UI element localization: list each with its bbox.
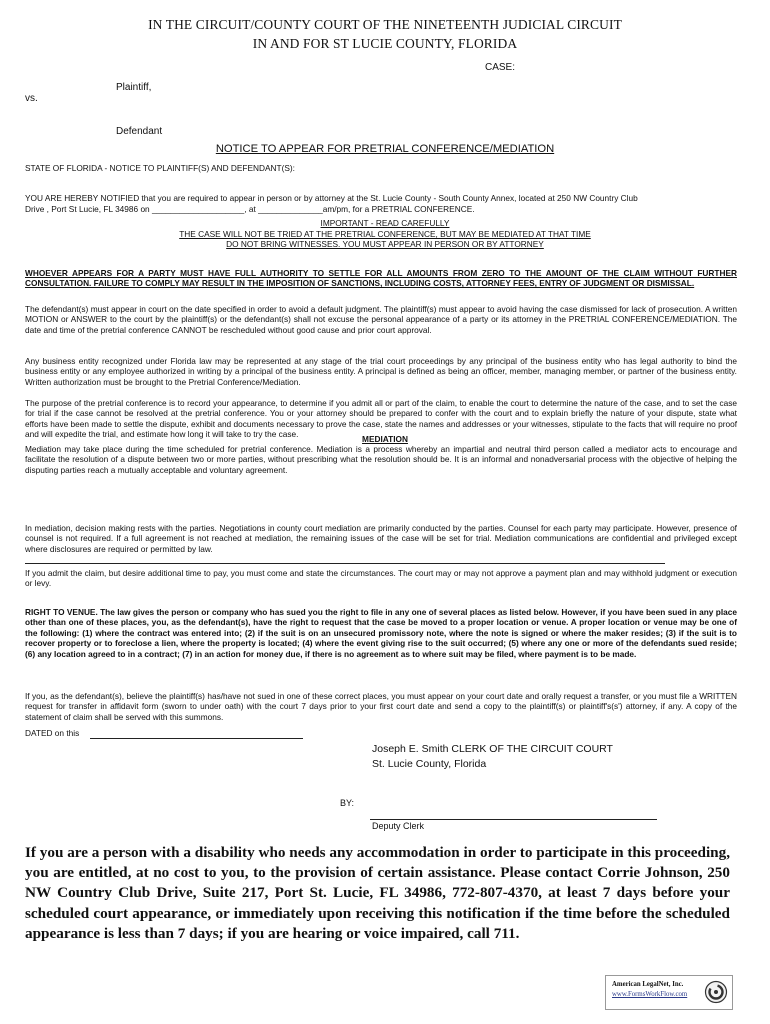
by-label: BY: [340,798,355,808]
decision-paragraph: In mediation, decision making rests with the parties. Negotiations in county court mediation are primarily conducted by the parties. Counsel for each party may participate. However, presence of counsel is not required. If a full agreement is not reached at mediation, the remaining issues of the case will be set for trial. Mediation communications are confidential and privileged except where disclosures are required or permitted by law. [25,523,737,554]
authority-paragraph: The defendant(s) must appear in court on the date specified in order to avoid a default judgment. The plaintiff(s) must appear to avoid having the case dismissed for lack of prosecution. A written MOTION or ANSWER to the court by the plaintiff(s) or the defendant(s) shall not excuse the personal appearance of a party or its attorney in the PRETRIAL CONFERENCE/MEDIATION. The date and time of the pretrial conference CANNOT be rescheduled without good cause and prior court approval. [25,304,737,335]
defendant-label: Defendant [116,126,163,137]
plaintiff-label: Plaintiff, [116,82,152,93]
clerk-name: Joseph E. Smith CLERK OF THE CIRCUIT COURT [372,743,613,755]
notice-title: NOTICE TO APPEAR FOR PRETRIAL CONFERENCE/MEDIATION [215,143,555,155]
mediation-heading: MEDIATION [362,434,408,444]
court-title-line1: IN THE CIRCUIT/COUNTY COURT OF THE NINETEENTH JUDICIAL CIRCUIT [148,17,622,32]
important-heading: IMPORTANT - READ CAREFULLY [320,218,450,228]
case-label: CASE: [485,62,516,73]
vs-label: vs. [25,93,38,104]
dated-blank-line[interactable] [90,738,303,739]
important-no-witnesses: DO NOT BRING WITNESSES. YOU MUST APPEAR IN PERSON OR BY ATTORNEY [226,239,544,249]
legalnet-logo-icon [704,980,728,1004]
deputy-clerk-label: Deputy Clerk [372,821,425,831]
state-line: STATE OF FLORIDA - NOTICE TO PLAINTIFF(S) AND DEFENDANT(S): [25,163,295,173]
notified-line-1: YOU ARE HEREBY NOTIFIED that you are required to appear in person or by attorney at the St. Lucie County - South County Annex, located at 250 NW Country Club [25,193,638,203]
clerk-county: St. Lucie County, Florida [372,758,487,770]
dated-label: DATED on this [25,728,80,738]
notified-line-2: Drive , Port St Lucie, FL 34986 on ____________________, at ______________am/pm, for a PRETRIAL CONFERENCE. [25,203,475,214]
important-not-tried: THE CASE WILL NOT BE TRIED AT THE PRETRIAL CONFERENCE, BUT MAY BE MEDIATED AT THAT TIME [179,229,591,239]
footer-website[interactable]: www.FormsWorkFlow.com [612,991,688,998]
ada-notice: If you are a person with a disability who needs any accommodation in order to participate in this proceeding, you are entitled, at no cost to you, to the provision of certain assistance. Please contact Corrie Johnson, 250 NW Country Club Drive, Suite 217, Port St. Lucie, FL 34986, 772-807-4370, at least 7 days before your scheduled court appearance, or immediately upon receiving this notification if the time before the scheduled appearance is less than 7 days; if you are hearing or voice impaired, call 711. [25,844,730,942]
business-paragraph: Any business entity recognized under Florida law may be represented at any stage of the trial court proceedings by any principal of the business entity who has legal authority to bind the business entity or any employee authorized in writing by a principal of the business entity. A principal is defined as being an officer, member, managing member, or partner of the business entity. Written authorization must be brought to the Pretrial Conference/Mediation. [25,356,737,387]
transfer-paragraph: If you, as the defendant(s), believe the plaintiff(s) has/have not sued in one of these correct places, you must appear on your court date and orally request a transfer, or you must file a WRITTEN request for transfer in affidavit form (sworn to under oath) with the court 7 days prior to your first court date and send a copy to the plaintiff(s) or plaintiff's(s') attorney, if any. A copy of the statement of claim shall be served with this summons. [25,691,737,722]
purpose-paragraph: The purpose of the pretrial conference is to record your appearance, to determine if you admit all or part of the claim, to enable the court to determine the nature of the case, and to set the case for trial if the case cannot be resolved at the pretrial conference. You or your attorney should be prepared to confer with the court and to explain briefly the nature of your dispute, state what efforts have been made to settle the dispute, exhibit and documents necessary to prove the case, state the names and addresses or your witnesses, stipulate to the facts that will require no proof and will expedite the trial, and estimate how long it will take to try the case. [25,398,737,440]
footer-company: American LegalNet, Inc. [612,981,684,988]
authority-warning: WHOEVER APPEARS FOR A PARTY MUST HAVE FULL AUTHORITY TO SETTLE FOR ALL AMOUNTS FROM ZERO TO THE AMOUNT OF THE CLAIM WITHOUT FURTHER CONSULTATION. FAILURE TO COMPLY MAY RESULT IN THE IMPOSITION OF SANCTIONS, INCLUDING COSTS, ATTORNEY FEES, ENTRY OF JUDGMENT OR DISMISSAL. [25,268,737,289]
admit-claim-paragraph: If you admit the claim, but desire additional time to pay, you must come and state the circumstances. The court may or may not approve a payment plan and may withhold judgment or execution or levy. [25,568,737,589]
venue-paragraph: RIGHT TO VENUE. The law gives the person or company who has sued you the right to file in any one of several places as listed below. However, if you have been sued in any place other than one of these places, you, as the defendant(s), have the right to request that the case be moved to a proper location or venue. A proper location or venue may be one of the following: (1) where the contract was entered into; (2) if the suit is on an unsecured promissory note, where the note is signed or where the maker resides; (3) if the suit is to recover property or to foreclose a lien, where the property is located; (4) where the event giving rise to the suit occurred; (5) where any one or more of the defendants sued reside; (6) any location agreed to in a contract; (7) in an action for money due, if there is no agreement as to where suit may be filed, where payment is to be made. [25,607,737,659]
signature-line[interactable] [370,819,657,820]
court-title-line2: IN AND FOR ST LUCIE COUNTY, FLORIDA [252,36,518,51]
footer-badge [605,975,733,1010]
section-divider [25,563,665,564]
mediation-paragraph: Mediation may take place during the time scheduled for pretrial conference. Mediation is a process whereby an impartial and neutral third person called a mediator acts to encourage and facilitate the resolution of a dispute between two or more parties, without prescribing what the resolution should be. It is an informal and nonadversarial process with the objective of helping the disputing parties reach a mutually acceptable and voluntary agreement. [25,444,737,475]
